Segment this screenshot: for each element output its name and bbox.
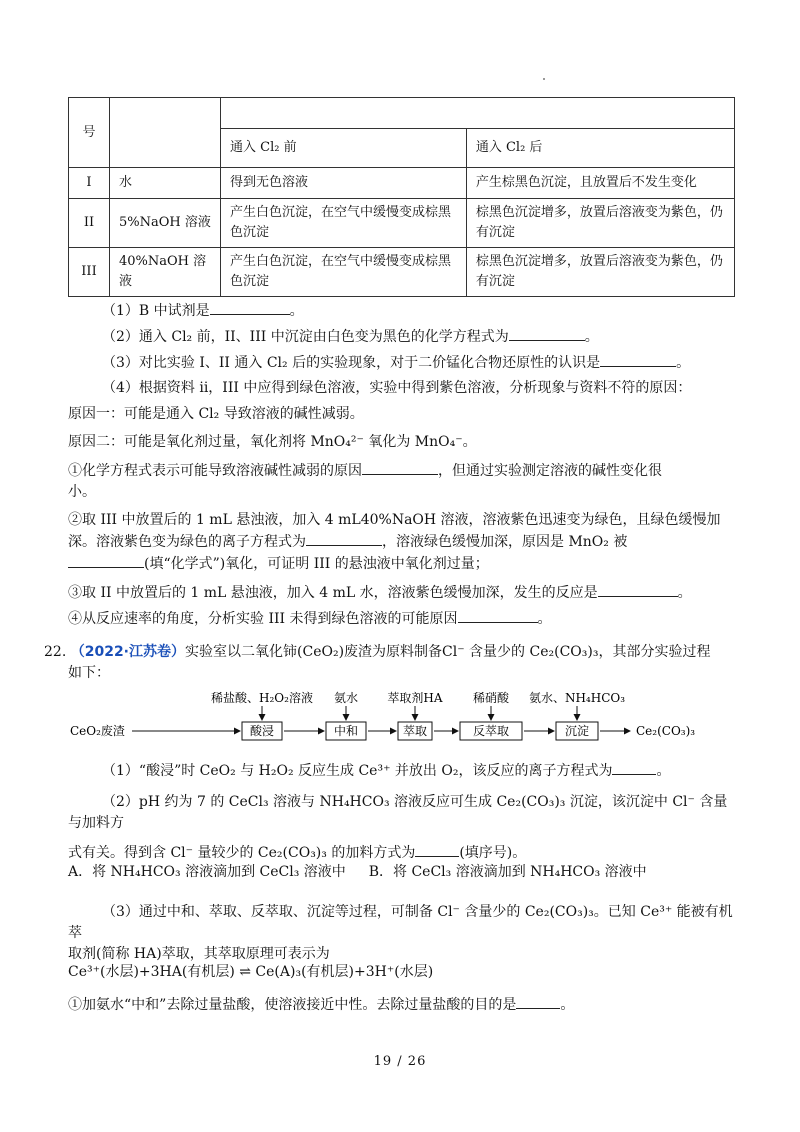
table-header-blank (110, 98, 221, 168)
table-header-merged (221, 98, 735, 129)
flow-step-label: 沉淀 (564, 724, 590, 738)
flow-reagent-label: 氨水、NH₄HCO₃ (528, 691, 626, 705)
q22-part4: ①加氨水“中和”去除过量盐酸，使溶液接近中性。去除过量盐酸的目的是 。 (68, 994, 740, 1016)
equilibrium-equation: Ce³⁺(水层)+3HA(有机层) ⇌ Ce(A)₃(有机层)+3H⁺(水层) (68, 964, 434, 980)
flow-step-label: 中和 (333, 724, 359, 738)
question-source: （2022·江苏卷） (70, 644, 186, 660)
option-b[interactable]: B．将 CeCl₃ 溶液滴加到 NH₄HCO₃ 溶液中 (368, 864, 647, 880)
q21-part2: （2）通入 Cl₂ 前，II、III 中沉淀由白色变为黑色的化学方程式为 。 (68, 326, 774, 348)
answer-blank[interactable] (458, 608, 538, 623)
sub-q4: ④从反应速率的角度，分析实验 III 未得到绿色溶液的可能原因 。 (68, 608, 740, 630)
experiment-table (68, 97, 735, 297)
table-sub-before: 通入 Cl₂ 前 (221, 129, 467, 168)
table-row (69, 248, 735, 297)
answer-blank[interactable] (306, 531, 382, 546)
row-id: I (69, 168, 110, 199)
answer-blank[interactable] (598, 582, 678, 597)
table-row (69, 199, 735, 248)
option-a[interactable]: A．将 NH₄HCO₃ 溶液滴加到 CeCl₃ 溶液中 (68, 864, 346, 880)
page-number: 19 / 26 (373, 1054, 427, 1069)
process-flow-diagram (70, 690, 730, 750)
table-row (69, 168, 735, 199)
row-after: 产生棕黑色沉淀，且放置后不发生变化 (466, 168, 734, 199)
flow-reagent-label: 氨水 (333, 691, 359, 705)
answer-blank[interactable] (210, 300, 290, 315)
page-dot (543, 78, 545, 80)
reason-one: 原因一：可能是通入 Cl₂ 导致溶液的碱性减弱。 (68, 406, 364, 422)
answer-blank[interactable] (68, 553, 144, 568)
answer-blank[interactable] (509, 326, 585, 341)
row-id: II (69, 199, 110, 248)
sub-q2: ②取 III 中放置后的 1 mL 悬浊液，加入 4 mL40%NaOH 溶液，溶液紫色迅速变为绿色，且绿色缓慢加 深。溶液紫色变为绿色的离子方程式为 ，溶液绿色缓慢加深，原因是 MnO₂ 被 (填“化学式”)氧化，可证明 III 的悬浊液中氧化剂过量； (68, 512, 721, 572)
answer-blank[interactable] (516, 994, 560, 1009)
q22-intro: 22. （2022·江苏卷）实验室以二氧化铈(CeO₂)废渣为原料制备Cl⁻ 含量少的 Ce₂(CO₃)₃，其部分实验过程 如下： (44, 644, 711, 681)
q22-part3: （3）通过中和、萃取、反萃取、沉淀等过程，可制备 Cl⁻ 含量少的 Ce₂(CO₃)₃。已知 Ce³⁺ 能被有机萃 取剂(简称 HA)萃取，其萃取原理可表示为 (68, 904, 733, 962)
flow-start: CeO₂废渣 (70, 724, 125, 738)
q21-part3: （3）对比实验 I、II 通入 Cl₂ 后的实验现象，对于二价锰化合物还原性的认识是 。 (68, 352, 774, 374)
question-number: 22. (44, 644, 67, 660)
answer-blank[interactable] (362, 460, 438, 475)
q22-part2: （2）pH 约为 7 的 CeCl₃ 溶液与 NH₄HCO₃ 溶液反应可生成 Ce₂(CO₃)₃ 沉淀，该沉淀中 Cl⁻ 含量与加料方 式有关。得到含 Cl⁻ 量较少的 Ce₂(CO₃)₃ 的加料方式为 (填序号)。 (68, 794, 728, 861)
flow-end: Ce₂(CO₃)₃ (636, 724, 696, 738)
flow-steps (132, 690, 630, 740)
flow-reagent-label: 稀硝酸 (472, 691, 510, 705)
row-reagent: 水 (110, 168, 221, 199)
q22-part1: （1）“酸浸”时 CeO₂ 与 H₂O₂ 反应生成 Ce³⁺ 并放出 O₂，该反应的离子方程式为 。 (68, 760, 774, 782)
flow-step-label: 萃取 (402, 724, 428, 738)
row-before: 产生白色沉淀，在空气中缓慢变成棕黑色沉淀 (221, 199, 467, 248)
sub-q3: ③取 II 中放置后的 1 mL 悬浊液，加入 4 mL 水，溶液紫色缓慢加深，发生的反应是 。 (68, 582, 740, 604)
q21-part4: （4）根据资料 ii，III 中应得到绿色溶液，实验中得到紫色溶液，分析现象与资料不符的原因： (102, 380, 692, 396)
table-col-header: 号 (69, 98, 110, 168)
sub-q1: ①化学方程式表示可能导致溶液碱性减弱的原因 ，但通过实验测定溶液的碱性变化很 小。 (68, 460, 740, 503)
row-before: 得到无色溶液 (221, 168, 467, 199)
flow-reagent-label: 萃取剂HA (387, 691, 443, 705)
row-id: III (69, 248, 110, 297)
flow-reagent-label: 稀盐酸、H₂O₂溶液 (211, 691, 313, 705)
table-header-row (69, 98, 735, 129)
flow-step-label: 反萃取 (472, 724, 510, 738)
row-reagent: 5%NaOH 溶液 (110, 199, 221, 248)
answer-blank[interactable] (612, 760, 656, 775)
flow-step-label: 酸浸 (249, 724, 275, 738)
row-after: 棕黑色沉淀增多，放置后溶液变为紫色，仍有沉淀 (466, 248, 734, 297)
reason-two: 原因二：可能是氧化剂过量，氧化剂将 MnO₄²⁻ 氧化为 MnO₄⁻。 (68, 434, 477, 450)
row-after: 棕黑色沉淀增多，放置后溶液变为紫色，仍有沉淀 (466, 199, 734, 248)
q22-options (68, 862, 740, 883)
answer-blank[interactable] (600, 352, 676, 367)
row-before: 产生白色沉淀，在空气中缓慢变成棕黑色沉淀 (221, 248, 467, 297)
answer-blank[interactable] (415, 842, 459, 857)
row-reagent: 40%NaOH 溶液 (110, 248, 221, 297)
q21-part1: （1）B 中试剂是 。 (68, 300, 774, 322)
table-sub-after: 通入 Cl₂ 后 (466, 129, 734, 168)
